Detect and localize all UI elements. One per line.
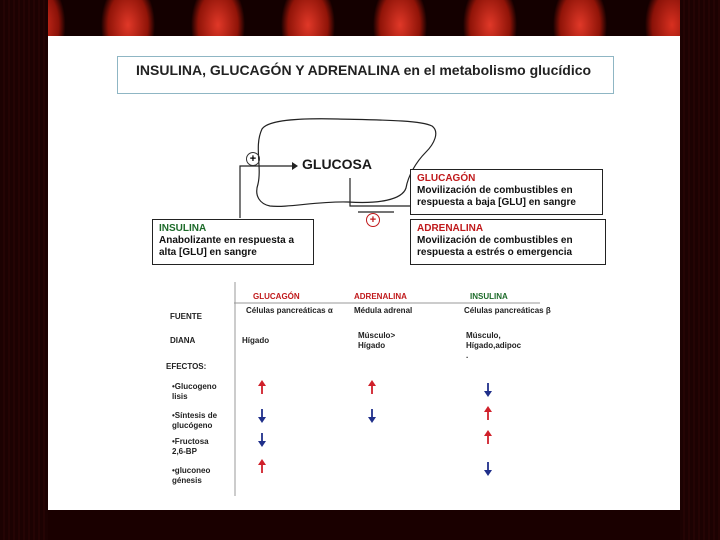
arrow-up-r0-c0 [258, 380, 266, 394]
effect-label-glucogenolisis: •Glucogeno lisis [172, 382, 217, 401]
fuente-adrenalina: Médula adrenal [354, 306, 413, 315]
insulina-box-line2: alta [GLU] en sangre [159, 247, 257, 258]
background-left [0, 0, 48, 540]
diana-adrenalina: Músculo> Hígado [358, 331, 396, 350]
insulina-box-line1: Anabolizante en respuesta a [159, 235, 295, 246]
arrow-up-r0-c1 [368, 380, 376, 394]
diana-label: DIANA [170, 336, 196, 345]
slide-title: INSULINA, GLUCAGÓN Y ADRENALINA en el metabolismo glucídico [136, 62, 592, 78]
glucagon-box-line1: Movilización de combustibles en [417, 185, 573, 196]
adrenalina-box-title: ADRENALINA [417, 223, 484, 234]
glucagon-box-title: GLUCAGÓN [417, 173, 476, 184]
effect-label-sintesis-glucogeno: •Síntesis de glucógeno [172, 411, 218, 430]
arrowhead-glucosa [292, 162, 298, 170]
plus-icon-insulina: + [246, 152, 260, 166]
adrenalina-box-line2: respuesta a estrés o emergencia [417, 247, 573, 258]
glucosa-label: GLUCOSA [302, 156, 372, 172]
glucagon-box-line2: respuesta a baja [GLU] en sangre [417, 197, 576, 208]
diagram-lines [48, 36, 680, 510]
effect-label-fructosa: •Fructosa 2,6-BP [172, 437, 209, 456]
effect-arrows [258, 380, 492, 476]
fuente-insulina: Células pancreáticas β [464, 306, 551, 315]
adrenalina-box [410, 219, 606, 265]
table-header-glucagon: GLUCAGÓN [253, 292, 300, 301]
arrow-down-r0-c2 [484, 383, 492, 397]
diana-insulina: Músculo, Hígado,adipoc . [466, 331, 522, 360]
glucagon-box [410, 169, 603, 215]
fuente-glucagon: Células pancreáticas α [246, 306, 333, 315]
arrow-insulina-to-glucosa [240, 166, 292, 218]
insulina-box [152, 219, 314, 265]
arrow-down-r3-c2 [484, 462, 492, 476]
insulina-box-title: INSULINA [159, 223, 207, 234]
fuente-label: FUENTE [170, 312, 202, 321]
plus-icon-adrenalina: + [366, 213, 380, 227]
diana-glucagon: Hígado [242, 336, 270, 345]
arrow-up-r3-c0 [258, 459, 266, 473]
adrenalina-box-line1: Movilización de combustibles en [417, 235, 573, 246]
table-header-insulina: INSULINA [470, 292, 508, 301]
effect-label-gluconeogenesis: •gluconeo génesis [172, 466, 211, 485]
arrow-up-r1-c2 [484, 406, 492, 420]
background-right [680, 0, 720, 540]
arrow-up-r2-c2 [484, 430, 492, 444]
table-header-adrenalina: ADRENALINA [354, 292, 407, 301]
slide [48, 36, 680, 510]
arrow-down-r1-c1 [368, 409, 376, 423]
arrow-down-r2-c0 [258, 433, 266, 447]
efectos-label: EFECTOS: [166, 362, 207, 371]
arrow-down-r1-c0 [258, 409, 266, 423]
